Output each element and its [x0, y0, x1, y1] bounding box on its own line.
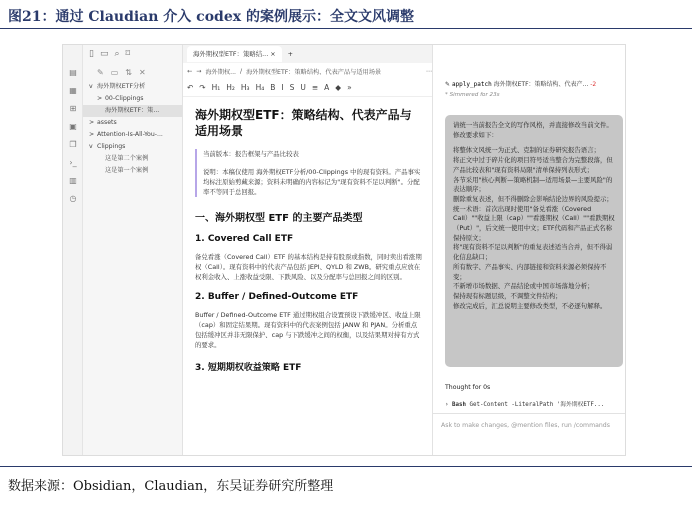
message-line: 请统一当前报告全文的写作风格，并直接修改当前文件。修改要求如下： [453, 121, 613, 139]
format-button[interactable]: H₁ [211, 83, 221, 92]
new-folder-icon[interactable]: ▭ [110, 67, 119, 77]
bottom-rule [0, 466, 692, 467]
tree-item-label: 海外期权ETF分析 [97, 83, 146, 90]
layout-icon[interactable]: ▣ [69, 122, 77, 131]
pages-icon[interactable]: ❐ [69, 140, 77, 149]
active-tab[interactable] [187, 46, 282, 62]
format-button[interactable]: ↷ [199, 83, 206, 92]
format-button[interactable]: B [270, 83, 276, 92]
sidebar-toggle-icon[interactable]: ▯ [89, 49, 94, 59]
message-line: 保持现有标题层级，不调整文件结构； [453, 291, 562, 300]
left-ribbon [63, 45, 83, 455]
tree-item[interactable] [83, 141, 182, 153]
format-button[interactable]: H₃ [240, 83, 250, 92]
doc-callout [195, 149, 422, 197]
tree-item-label: 这是第二个案例 [105, 155, 149, 162]
tree-item-label: Attention-Is-All-You-... [97, 131, 163, 138]
terminal-icon[interactable]: ›_ [69, 158, 77, 167]
forward-icon[interactable]: → [196, 67, 202, 75]
patch-icon: ✎ [445, 81, 451, 88]
format-button[interactable]: » [347, 83, 352, 92]
chevron-right-icon: › [445, 402, 449, 408]
thought-status: Thought for 0s [445, 384, 491, 391]
tool-delta: -2 [590, 81, 597, 88]
message-line: 统一术语：首次出现时使用"备兑看涨（Covered Call）""收益上限（cap）""看涨期权（Call）""看跌期权（Put）"，后文统一使用中文；ETF代码和产品正式名称保持原文； [453, 204, 615, 242]
tree-item-label: 海外期权ETF：策... [105, 107, 160, 114]
message-line: 将"现有资料不足以判断"的重复表述适当合并，但不得弱化信息缺口； [453, 243, 613, 262]
tree-item[interactable] [83, 81, 182, 93]
doc-title: 海外期权型ETF：策略结构、代表产品与适用场景 [195, 108, 412, 138]
format-button[interactable]: ◆ [335, 83, 342, 92]
chevron-icon: > [89, 131, 95, 138]
chat-input[interactable] [433, 413, 626, 456]
format-button[interactable]: A [324, 83, 330, 92]
tool-name: apply_patch [451, 81, 492, 88]
figure-source: 数据来源：Obsidian，Claudian，东吴证券研究所整理 [8, 479, 334, 494]
tree-item-label: assets [97, 119, 117, 126]
new-tab-icon[interactable]: + [287, 50, 293, 58]
new-note-icon[interactable]: ✎ [97, 67, 104, 77]
format-toolbar [183, 79, 432, 97]
doc-note: 说明：本稿仅使用 海外期权ETF分析/00-Clippings 中的现有资料。产品事实均标注原始剪藏来源；资料未明确的内容标记为"现有资料不足以判断"。分配率不等同于总回报。 [203, 168, 421, 196]
message-line: 将正文中过于碎片化的项目符号适当整合为完整段落，但产品比较表和"现有资料局限"清单保持列表形式； [453, 156, 613, 174]
format-button[interactable]: S [289, 83, 295, 92]
close-icon[interactable]: × [270, 50, 276, 58]
breadcrumb-folder[interactable]: 海外期权... [205, 68, 237, 76]
tree-item[interactable] [83, 129, 182, 141]
user-message [445, 115, 623, 367]
explorer-header [83, 45, 182, 63]
chart-icon[interactable]: ▥ [69, 176, 77, 185]
collapse-icon[interactable]: ✕ [138, 67, 146, 77]
chevron-icon: v [89, 83, 93, 90]
tab-bar [183, 45, 432, 63]
folder-icon[interactable]: ▤ [69, 68, 77, 77]
format-button[interactable]: I [281, 83, 284, 92]
explorer-tools [83, 63, 182, 81]
bash-call[interactable]: › Bash Get-Content -LiteralPath '海外期权ETF... [445, 402, 605, 408]
tree-item[interactable] [83, 105, 182, 117]
sort-icon[interactable]: ⇅ [125, 67, 132, 77]
document[interactable] [183, 97, 432, 373]
simmer-status: * Simmered for 23s [445, 92, 500, 98]
tree-item-label: Clippings [97, 143, 126, 150]
subsection-heading-2: 2. Buffer / Defined-Outcome ETF [195, 292, 359, 302]
top-rule [0, 28, 692, 29]
tree-item-label: 00-Clippings [105, 95, 144, 102]
back-icon[interactable]: ← [187, 67, 193, 75]
section-heading: 一、海外期权型 ETF 的主要产品类型 [195, 213, 363, 224]
breadcrumb [183, 63, 432, 79]
breadcrumb-file: 海外期权型ETF：策略结构、代表产品与适用场景 [246, 68, 382, 76]
chevron-icon: > [89, 119, 95, 126]
chevron-icon: v [89, 143, 93, 150]
message-line: 各节采用"核心判断—策略机制—适用场景—主要风险"的表达顺序； [453, 175, 613, 194]
message-line: 将整体文风统一为正式、克制的证券研究报告语言； [453, 146, 600, 155]
more-icon[interactable]: ⋯ [425, 67, 432, 75]
format-button[interactable]: H₂ [226, 83, 235, 92]
tree-item[interactable] [83, 165, 182, 177]
tree-item-label: 这是第一个案例 [105, 167, 149, 174]
message-line: 所有数字、产品事实、内部链接和资料来源必须保持不变； [453, 262, 607, 281]
version-line: 当前版本：报告框架与产品比较表 [203, 150, 299, 158]
subsection-heading-1: 1. Covered Call ETF [195, 234, 294, 244]
file-explorer [83, 45, 183, 455]
obsidian-window [62, 44, 626, 456]
message-line: 删除重复表述，但不得删除会影响结论边界的风险提示； [453, 194, 613, 203]
tree-item[interactable] [83, 117, 182, 129]
subsection-heading-3: 3. 短期期权收益策略 ETF [195, 363, 302, 373]
format-button[interactable]: ≡ [311, 83, 319, 92]
clock-icon[interactable]: ◷ [69, 194, 77, 203]
tab-label: 海外期权型ETF：策略结... [193, 50, 269, 58]
tree-item[interactable] [83, 93, 182, 105]
folder-icon[interactable]: ▭ [99, 49, 109, 59]
format-button[interactable]: U [300, 83, 306, 92]
message-line: 不新增市场数据、产品结论或中国市场落地分析； [453, 282, 594, 291]
file-tree [83, 81, 182, 177]
claudian-panel [433, 45, 626, 455]
calendar-icon[interactable]: ▦ [69, 86, 77, 95]
tool-call[interactable] [433, 45, 626, 88]
tree-item[interactable] [83, 153, 182, 165]
format-button[interactable]: ↶ [187, 83, 194, 92]
chevron-icon: > [97, 95, 103, 102]
tool-target: 海外期权ETF：策略结构、代表产... [493, 81, 589, 88]
search-icon[interactable]: ⌕ [114, 49, 120, 59]
bookmark-icon[interactable]: ⌑ [125, 49, 131, 59]
breadcrumb-separator: / [240, 67, 243, 75]
message-line: 修改完成后，汇总说明主要修改类型，不必逐句解释。 [453, 301, 607, 310]
bash-command: Get-Content -LiteralPath '海外期权ETF... [469, 402, 605, 408]
format-button[interactable]: H₄ [255, 83, 265, 92]
chat-input-placeholder: Ask to make changes, @mention files, run /commands [441, 422, 610, 429]
paragraph-2: Buffer / Defined-Outcome ETF 通过期权组合设置预设下跌缓冲区、收益上限（cap）和固定结果期。现有资料中的代表案例包括 JANW 和 PJAN。分析重点包括缓冲区并非无限保护、cap 与下跌缓冲之间的权衡，以及结果期对持有方式的要求。 [195, 311, 421, 349]
paragraph-1: 备兑看涨（Covered Call）ETF 的基本结构是持有股票或指数，同时卖出看涨期权（Call）。现有资料中的代表产品包括 JEPI、QYLD 和 ZWB。研究重点应放在权利金收入、上涨收益受限、下跌风险、以及分配率与总回报之间的区别。 [195, 253, 422, 281]
figure-title: 图21：通过 Claudian 介入 codex 的案例展示：全文文风调整 [8, 9, 414, 25]
editor-pane [183, 45, 433, 455]
grid-icon[interactable]: ⊞ [69, 104, 77, 113]
